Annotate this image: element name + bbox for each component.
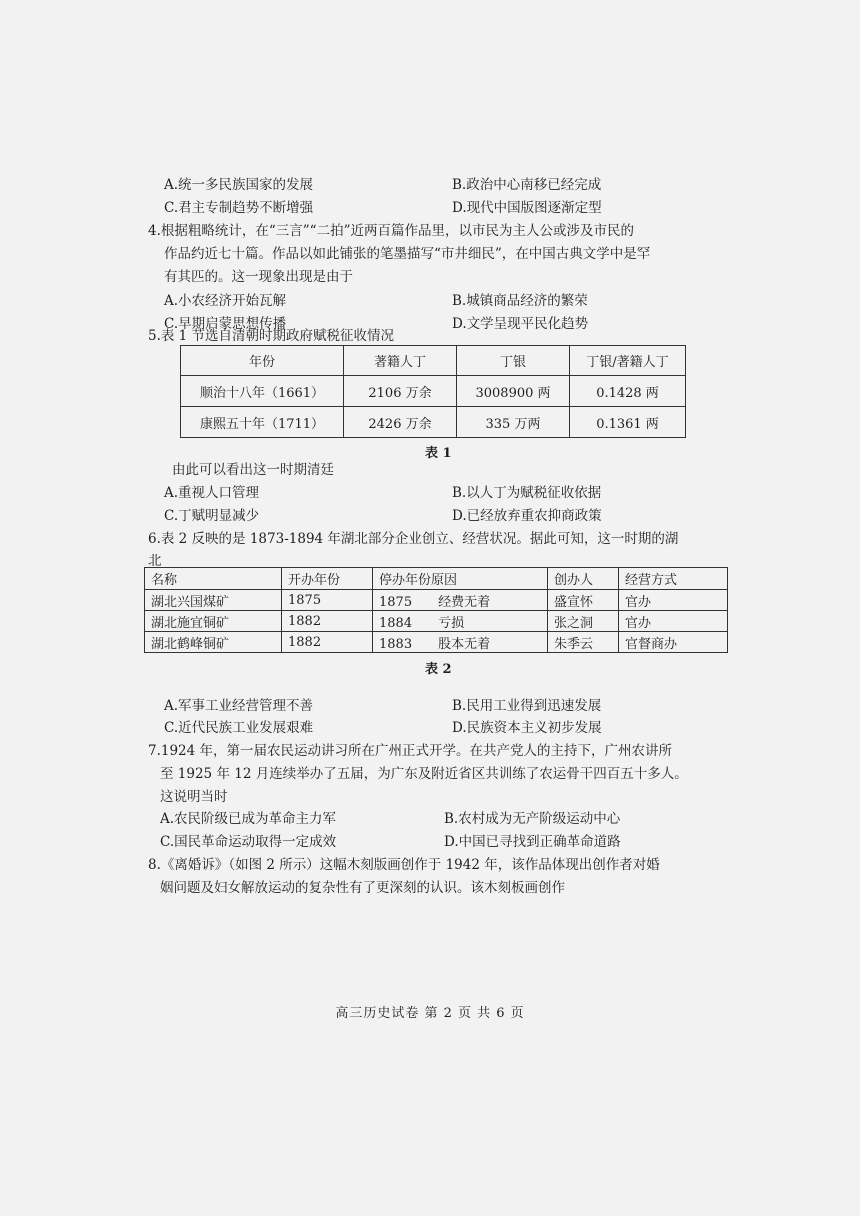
table-row <box>145 632 728 653</box>
q3-option-d: D.现代中国版图逐渐定型 <box>452 200 602 216</box>
table-2-header: 创办人 <box>548 568 619 590</box>
table-cell: 湖北鹤峰铜矿 <box>145 632 282 653</box>
table-2-header: 停办年份原因 <box>373 568 548 590</box>
table-1-header: 丁银/著籍人丁 <box>570 346 686 376</box>
table-cell: 3008900 两 <box>457 376 570 407</box>
q6-option-c: C.近代民族工业发展艰难 <box>164 720 314 736</box>
table-cell: 1875 <box>282 590 373 611</box>
q5-option-a: A.重视人口管理 <box>164 485 260 501</box>
table-2-header: 开办年份 <box>282 568 373 590</box>
table-cell: 1883 股本无着 <box>373 632 548 653</box>
q4-option-c: C.早期启蒙思想传播 <box>164 316 287 332</box>
q4-stem-line3: 有其匹的。这一现象出现是由于 <box>164 269 353 285</box>
table-cell: 1884 亏损 <box>373 611 548 632</box>
table-cell: 1882 <box>282 632 373 653</box>
table-1-header: 年份 <box>181 346 344 376</box>
table-2-header: 名称 <box>145 568 282 590</box>
q4-option-d: D.文学呈现平民化趋势 <box>452 316 589 332</box>
q5-option-c: C.丁赋明显减少 <box>164 508 260 524</box>
q4-option-b: B.城镇商品经济的繁荣 <box>452 293 588 309</box>
table-cell: 0.1428 两 <box>570 376 686 407</box>
q7-option-a: A.农民阶级已成为革命主力军 <box>160 811 337 827</box>
table-2-caption: 表 2 <box>425 662 452 677</box>
table-cell: 张之洞 <box>548 611 619 632</box>
table-cell: 0.1361 两 <box>570 407 686 438</box>
q7-option-b: B.农村成为无产阶级运动中心 <box>444 811 621 827</box>
table-cell: 湖北施宜铜矿 <box>145 611 282 632</box>
table-cell: 2106 万余 <box>344 376 457 407</box>
table-cell: 朱季云 <box>548 632 619 653</box>
q5-option-b: B.以人丁为赋税征收依据 <box>452 485 602 501</box>
q6-stem-line1: 6.表 2 反映的是 1873-1894 年湖北部分企业创立、经营状况。据此可知，这一时期的湖 <box>148 531 679 547</box>
table-cell: 顺治十八年（1661） <box>181 376 344 407</box>
q8-stem-line1: 8.《离婚诉》（如图 2 所示）这幅木刻版画创作于 1942 年，该作品体现出创作者对婚 <box>148 857 660 873</box>
page-footer: 高三历史试卷 第 2 页 共 6 页 <box>335 1006 525 1021</box>
q7-stem-line3: 这说明当时 <box>160 789 228 805</box>
table-cell: 康熙五十年（1711） <box>181 407 344 438</box>
q6-stem-line2: 北 <box>148 553 162 569</box>
q4-stem-line2: 作品约近七十篇。作品以如此铺张的笔墨描写“市井细民”，在中国古典文学中是罕 <box>164 246 651 262</box>
table-1-header-row <box>181 346 686 376</box>
table-cell: 官督商办 <box>619 632 728 653</box>
table-1-caption: 表 1 <box>425 446 452 461</box>
q3-option-a: A.统一多民族国家的发展 <box>164 177 314 193</box>
q6-option-d: D.民族资本主义初步发展 <box>452 720 602 736</box>
q6-option-b: B.民用工业得到迅速发展 <box>452 698 602 714</box>
q5-stem: 5.表 1 节选自清朝时期政府赋税征收情况 <box>148 328 395 344</box>
table-2-header: 经营方式 <box>619 568 728 590</box>
table-cell: 335 万两 <box>457 407 570 438</box>
q5-option-d: D.已经放弃重农抑商政策 <box>452 508 602 524</box>
table-row <box>181 407 686 438</box>
table-row <box>181 376 686 407</box>
table-1 <box>180 345 686 438</box>
q8-stem-line2: 姻问题及妇女解放运动的复杂性有了更深刻的认识。该木刻板画创作 <box>160 880 565 896</box>
q4-stem-line1: 4.根据粗略统计，在“三言”“二拍”近两百篇作品里，以市民为主人公或涉及市民的 <box>148 223 634 239</box>
table-row <box>145 611 728 632</box>
table-cell: 湖北兴国煤矿 <box>145 590 282 611</box>
table-cell: 2426 万余 <box>344 407 457 438</box>
q7-option-c: C.国民革命运动取得一定成效 <box>160 834 337 850</box>
q7-stem-line2: 至 1925 年 12 月连续举办了五届，为广东及附近省区共训练了农运骨干四百五十多人。 <box>160 766 688 782</box>
q3-option-c: C.君主专制趋势不断增强 <box>164 200 314 216</box>
table-1-header: 著籍人丁 <box>344 346 457 376</box>
q7-option-d: D.中国已寻找到正确革命道路 <box>444 834 621 850</box>
table-1-header: 丁银 <box>457 346 570 376</box>
table-cell: 1875 经费无着 <box>373 590 548 611</box>
q3-option-b: B.政治中心南移已经完成 <box>452 177 602 193</box>
q5-lead: 由此可以看出这一时期清廷 <box>172 462 334 478</box>
q4-option-a: A.小农经济开始瓦解 <box>164 293 287 309</box>
q7-stem-line1: 7.1924 年，第一届农民运动讲习所在广州正式开学。在共产党人的主持下，广州农讲所 <box>148 743 673 759</box>
q6-option-a: A.军事工业经营管理不善 <box>164 698 314 714</box>
table-2 <box>144 567 728 653</box>
table-cell: 官办 <box>619 590 728 611</box>
table-cell: 1882 <box>282 611 373 632</box>
table-row <box>145 590 728 611</box>
table-cell: 盛宣怀 <box>548 590 619 611</box>
table-cell: 官办 <box>619 611 728 632</box>
table-2-header-row <box>145 568 728 590</box>
